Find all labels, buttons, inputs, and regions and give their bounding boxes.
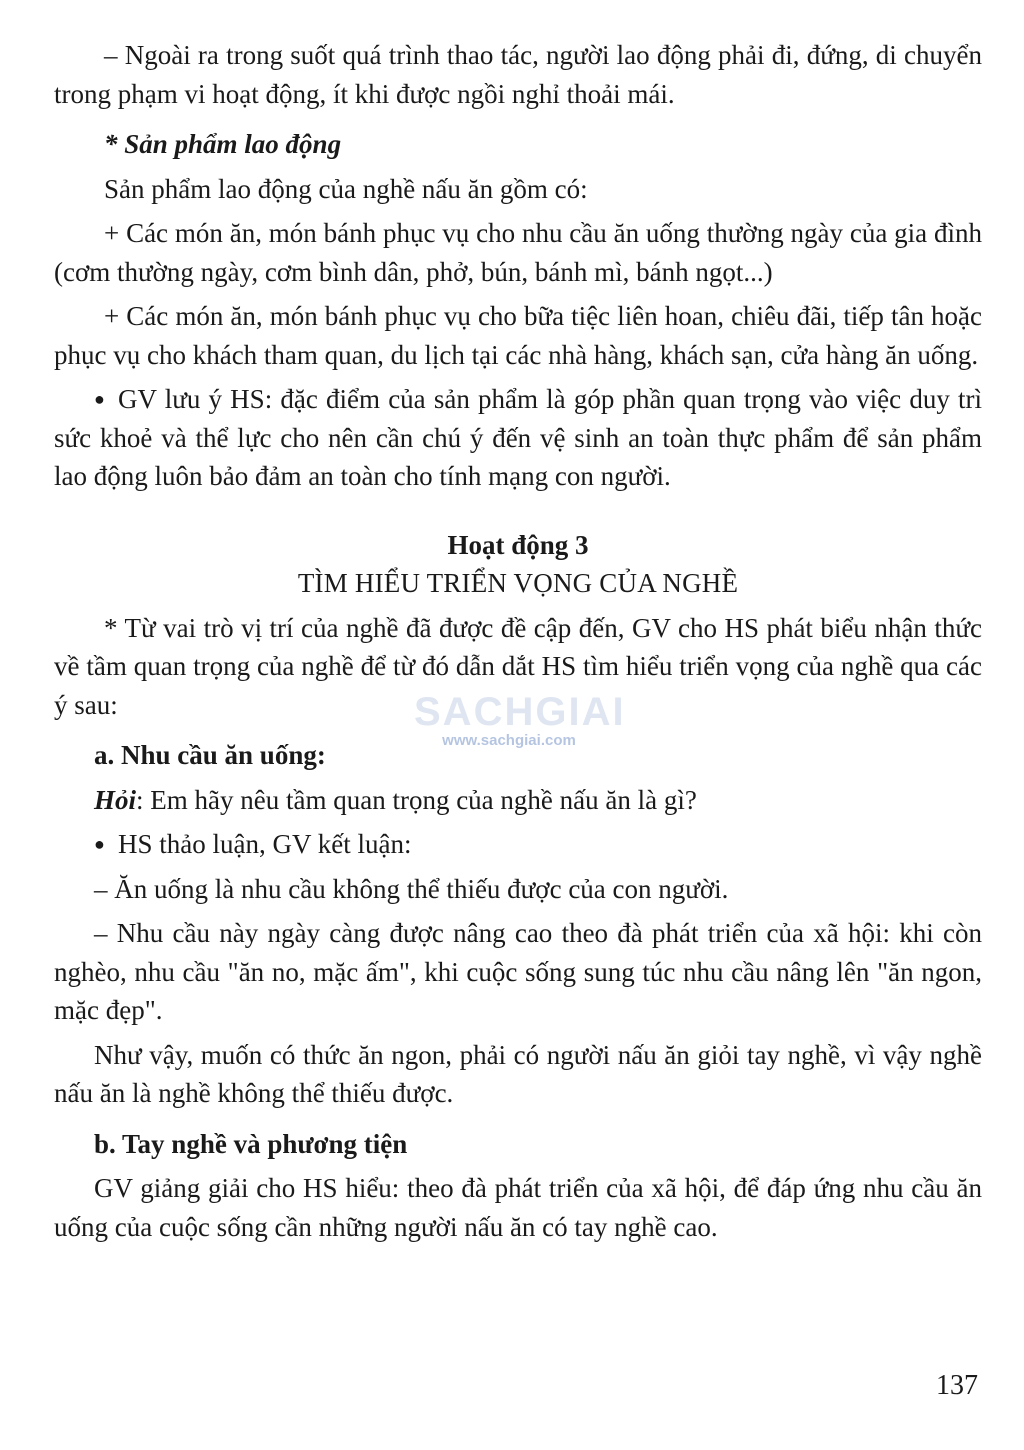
page-number: 137 bbox=[936, 1370, 978, 1401]
activity-subtitle: TÌM HIỂU TRIỂN VỌNG CỦA NGHỀ bbox=[297, 568, 739, 598]
paragraph-discussion bbox=[54, 825, 982, 864]
watermark-url: www.sachgiai.com bbox=[442, 732, 576, 749]
question-text: : Em hãy nêu tầm quan trọng của nghề nấu ăn là gì? bbox=[136, 784, 697, 815]
heading-product: * Sản phẩm lao động bbox=[104, 129, 342, 159]
paragraph-skill: GV giảng giải cho HS hiểu: theo đà phát triển của xã hội, để đáp ứng nhu cầu ăn uống của cuộc sống cần những người nấu ăn có tay nghề cao. bbox=[54, 1173, 982, 1242]
paragraph-need-essential: – Ăn uống là nhu cầu không thể thiếu được của con người. bbox=[94, 873, 729, 904]
paragraph-product-party: + Các món ăn, món bánh phục vụ cho bữa tiệc liên hoan, chiêu đãi, tiếp tân hoặc phục vụ cho khách tham quan, du lịch tại các nhà hàng, khách sạn, cửa hàng ăn uống. bbox=[54, 301, 982, 370]
watermark-logo: SACHGIAI bbox=[414, 690, 626, 734]
paragraph-product-daily: + Các món ăn, món bánh phục vụ cho nhu cầu ăn uống thường ngày của gia đình (cơm thường ngày, cơm bình dân, phở, bún, bánh mì, bánh ngọt...) bbox=[54, 218, 982, 287]
teacher-note-text: GV lưu ý HS: đặc điểm của sản phẩm là góp phần quan trọng vào việc duy trì sức khoẻ và thể lực cho nên cần chú ý đến vệ sinh an toàn thực phẩm để sản phẩm lao động luôn bảo đảm an toàn cho tính mạng con người. bbox=[54, 384, 982, 491]
paragraph-movement: – Ngoài ra trong suốt quá trình thao tác, người lao động phải đi, đứng, di chuyển trong phạm vi hoạt động, ít khi được ngồi nghỉ thoải mái. bbox=[54, 40, 982, 109]
paragraph-teacher-note bbox=[54, 380, 982, 496]
heading-section-a: a. Nhu cầu ăn uống: bbox=[94, 740, 326, 770]
paragraph-activity-intro: * Từ vai trò vị trí của nghề đã được đề cập đến, GV cho HS phát biểu nhận thức về tầm quan trọng của nghề để từ đó dẫn dắt HS tìm hiểu triển vọng của nghề qua các ý sau: bbox=[54, 612, 982, 720]
bullet-icon: ● bbox=[94, 834, 105, 854]
page-content bbox=[54, 36, 982, 1246]
paragraph-product-intro: Sản phẩm lao động của nghề nấu ăn gồm có: bbox=[104, 173, 588, 204]
heading-section-b: b. Tay nghề và phương tiện bbox=[94, 1128, 408, 1159]
question-label: Hỏi bbox=[94, 784, 137, 815]
activity-title: Hoạt động 3 bbox=[447, 529, 589, 560]
paragraph-conclusion: Như vậy, muốn có thức ăn ngon, phải có người nấu ăn giỏi tay nghề, vì vậy nghề nấu ăn là nghề không thể thiếu được. bbox=[54, 1039, 982, 1108]
discussion-text: HS thảo luận, GV kết luận: bbox=[118, 829, 412, 859]
bullet-icon: ● bbox=[94, 389, 105, 409]
paragraph-question bbox=[54, 781, 982, 820]
paragraph-need-rising: – Nhu cầu này ngày càng được nâng cao theo đà phát triển của xã hội: khi còn nghèo, nhu cầu "ăn no, mặc ấm", khi cuộc sống sung túc nhu cầu nâng lên "ăn ngon, mặc đẹp". bbox=[54, 918, 982, 1025]
